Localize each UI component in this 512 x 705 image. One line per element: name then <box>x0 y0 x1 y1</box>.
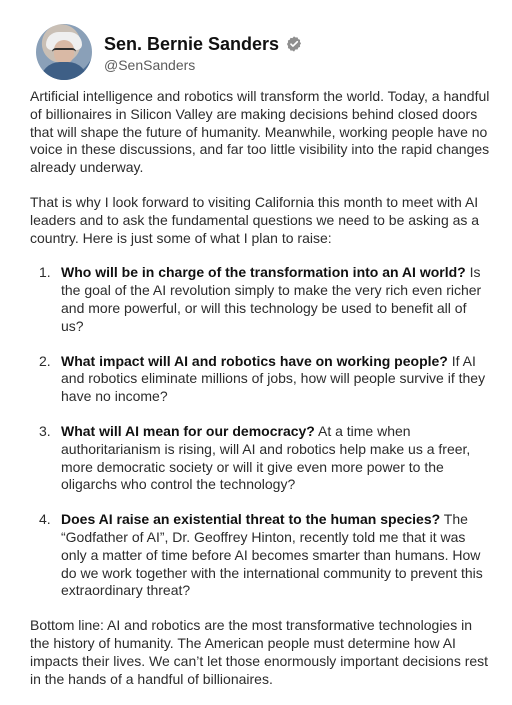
author-handle[interactable]: @SenSanders <box>104 57 196 73</box>
post-body <box>30 88 492 705</box>
post-header <box>36 24 303 80</box>
question-list <box>30 264 492 600</box>
author-name-row <box>104 34 303 54</box>
question-item-3 <box>30 423 492 494</box>
intro-paragraph-2: That is why I look forward to visiting California this month to meet with AI leaders and to ask the fundamental questions we need to be asking as a country. Here is just some of what I plan to raise: <box>30 193 480 246</box>
question-text-1 <box>61 264 492 335</box>
closing-paragraph: Bottom line: AI and robotics are the most transformative technologies in the history of humanity. The American people must determine how AI impacts their lives. We can’t let those enormously important decisions rest in the hands of a handful of billionaires. <box>30 617 489 687</box>
question-heading-1: Who will be in charge of the transformation into an AI world? <box>61 264 466 281</box>
question-body-2: If AI and robotics eliminate millions of jobs, how will people survive if they have no income? <box>61 352 486 405</box>
author-identity <box>104 34 303 73</box>
intro-paragraph-1: Artificial intelligence and robotics will transform the world. Today, a handful of billionaires in Silicon Valley are making decisions behind closed doors that will shape the future of humanity. Meanwhile, working people have no voice in these discussions, and far too little visibility into the rapid changes already underway. <box>30 88 490 176</box>
question-text-2 <box>61 353 492 406</box>
question-heading-3: What will AI mean for our democracy? <box>61 422 315 439</box>
avatar-glasses <box>52 48 76 56</box>
question-body-4: The “Godfather of AI”, Dr. Geoffrey Hinton, recently told me that it was only a matter of time before AI becomes smarter than humans. How do we work together with the international community to prevent this extraordinary threat? <box>61 511 483 599</box>
question-heading-4: Does AI raise an existential threat to the human species? <box>61 511 441 528</box>
question-number-3: 3. <box>39 422 51 439</box>
question-number-4: 4. <box>39 511 51 528</box>
verified-badge-icon <box>285 35 303 53</box>
question-item-1 <box>30 264 492 335</box>
question-number-2: 2. <box>39 352 51 369</box>
user-avatar-icon[interactable] <box>36 24 92 80</box>
question-number-1: 1. <box>39 264 51 281</box>
author-name[interactable]: Sen. Bernie Sanders <box>104 34 280 54</box>
question-text-4 <box>61 511 492 600</box>
question-item-2 <box>30 353 492 406</box>
question-body-1: Is the goal of the AI revolution simply to make the very rich even richer and more powerful, or will this technology be used to benefit all of us? <box>61 264 482 334</box>
question-text-3 <box>61 423 492 494</box>
question-item-4 <box>30 511 492 600</box>
question-body-3: At a time when authoritarianism is rising, will AI and robotics help make us a freer, more democratic society or will it give even more power to the oligarchs who control the technology? <box>61 422 471 493</box>
avatar-shoulders <box>40 62 88 80</box>
question-heading-2: What impact will AI and robotics have on working people? <box>61 352 448 369</box>
